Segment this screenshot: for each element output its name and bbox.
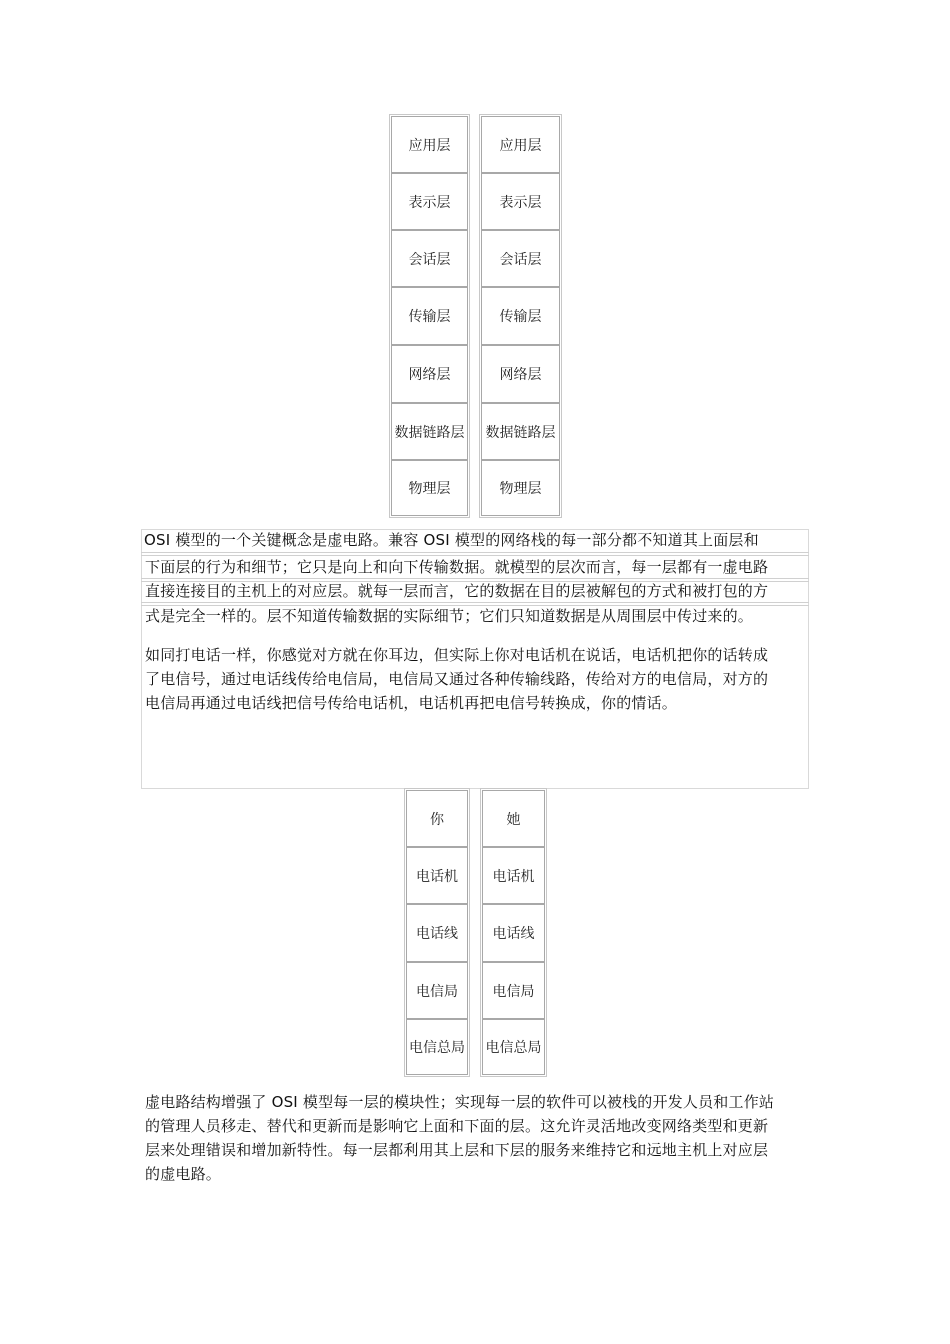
intro-line-2: 下面层的行为和细节；它只是向上和向下传输数据。就模型的层次而言，每一层都有一虚电路 (145, 558, 769, 576)
osi-layer-left-transport: 传输层 (391, 287, 468, 345)
text-frame-divider-1 (141, 552, 809, 553)
osi-layer-left-physical: 物理层 (391, 460, 468, 516)
osi-layer-left-presentation: 表示层 (391, 173, 468, 230)
conclusion-line-4: 的虚电路。 (145, 1165, 222, 1183)
conclusion-line-3: 层来处理错误和增加新特性。每一层都利用其上层和下层的服务来维持它和远地主机上对应层 (145, 1141, 769, 1159)
phone-left-telecom-office: 电信局 (406, 962, 468, 1019)
phone-left-you: 你 (406, 790, 468, 847)
osi-layer-left-network: 网络层 (391, 345, 468, 403)
phone-right-her: 她 (482, 790, 545, 847)
phone-right-telephone: 电话机 (482, 847, 545, 904)
intro-line-4: 式是完全一样的。层不知道传输数据的实际细节；它们只知道数据是从周围层中传过来的。 (145, 607, 754, 625)
conclusion-line-1: 虚电路结构增强了 OSI 模型每一层的模块性；实现每一层的软件可以被栈的开发人员和工作站 (145, 1093, 775, 1111)
phone-left-telephone: 电话机 (406, 847, 468, 904)
analogy-line-2: 了电信号，通过电话线传给电信局，电信局又通过各种传输线路，传给对方的电信局，对方的 (145, 670, 769, 688)
osi-layer-right-application: 应用层 (481, 116, 560, 173)
osi-layer-right-network: 网络层 (481, 345, 560, 403)
osi-layer-left-session: 会话层 (391, 230, 468, 287)
osi-layer-left-application: 应用层 (391, 116, 468, 173)
analogy-line-3: 电信局再通过电话线把信号传给电话机，电话机再把电信号转换成，你的情话。 (145, 694, 678, 712)
osi-layer-right-session: 会话层 (481, 230, 560, 287)
osi-layer-right-transport: 传输层 (481, 287, 560, 345)
osi-layer-right-presentation: 表示层 (481, 173, 560, 230)
phone-left-telecom-hq: 电信总局 (406, 1019, 468, 1075)
intro-line-1: OSI 模型的一个关键概念是虚电路。兼容 OSI 模型的网络栈的每一部分都不知道其上面层和 (144, 531, 759, 549)
osi-layer-left-datalink: 数据链路层 (391, 403, 468, 460)
intro-line-3: 直接连接目的主机上的对应层。就每一层而言，它的数据在目的层被解包的方式和被打包的方 (145, 582, 769, 600)
conclusion-line-2: 的管理人员移走、替代和更新而是影响它上面和下面的层。这允许灵活地改变网络类型和更新 (145, 1117, 769, 1135)
phone-right-telecom-hq: 电信总局 (482, 1019, 545, 1075)
osi-layer-right-physical: 物理层 (481, 460, 560, 516)
analogy-line-1: 如同打电话一样，你感觉对方就在你耳边，但实际上你对电话机在说话，电话机把你的话转成 (145, 646, 769, 664)
osi-layer-right-datalink: 数据链路层 (481, 403, 560, 460)
phone-left-phone-line: 电话线 (406, 904, 468, 962)
phone-right-phone-line: 电话线 (482, 904, 545, 962)
phone-right-telecom-office: 电信局 (482, 962, 545, 1019)
